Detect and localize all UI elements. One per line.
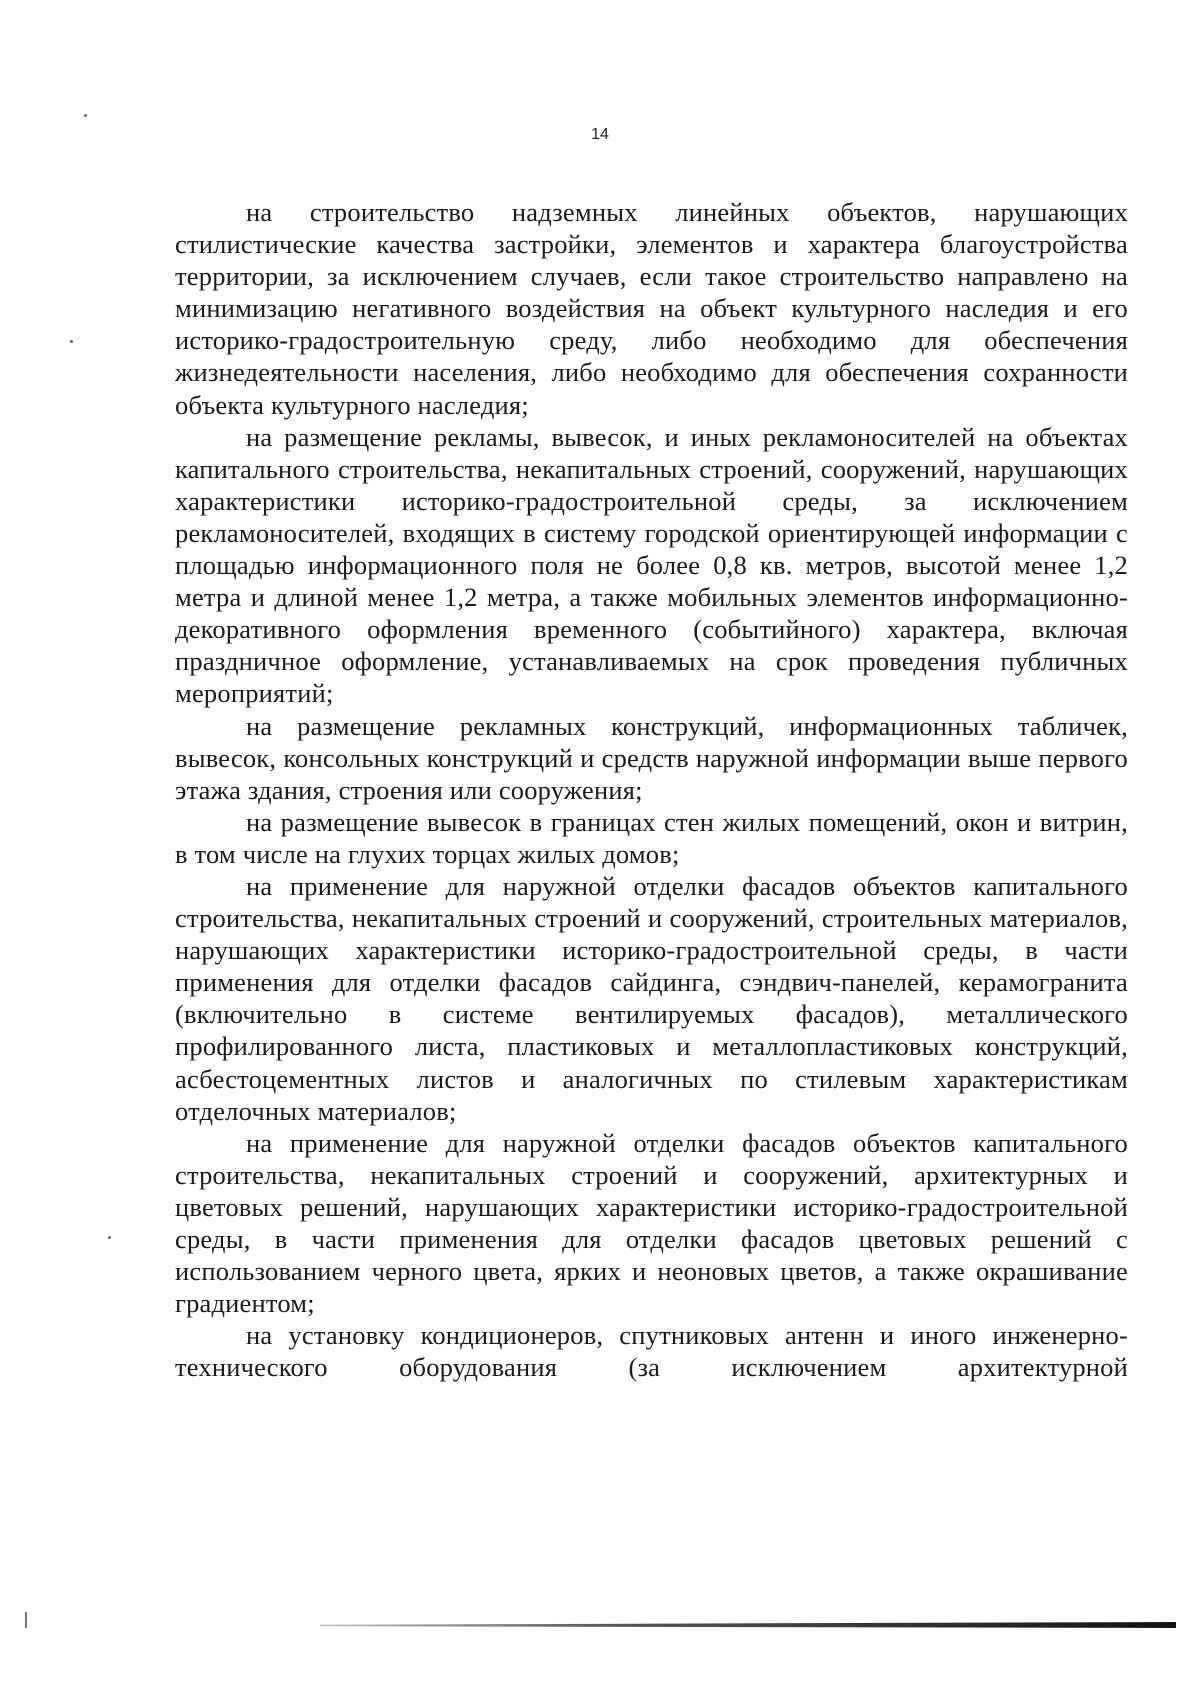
paragraph: на применение для наружной отделки фасадов объектов капитального строительства, некапитальных строений и сооружений, архитектурных и цветовых решений, нарушающих характеристики историко-градостроительной среды, в части применения для отделки фасадов цветовых решений с использованием черного цвета, ярких и неоновых цветов, а также окрашивание градиентом;: [175, 1127, 1128, 1319]
scan-mark: [25, 1612, 27, 1628]
paragraph: на применение для наружной отделки фасадов объектов капитального строительства, некапитальных строений и сооружений, строительных материалов, нарушающих характеристики историко-градостроительной среды, в части применения для отделки фасадов сайдинга, сэндвич-панелей, керамогранита (включительно в системе вентилируемых фасадов), металлического профилированного листа, пластиковых и металлопластиковых конструкций, асбестоцементных листов и аналогичных по стилевым характеристикам отделочных материалов;: [175, 870, 1128, 1126]
scan-speck: [70, 340, 73, 343]
scan-speck: [108, 1236, 111, 1239]
document-body: [175, 196, 1128, 1383]
scan-speck: [84, 114, 87, 117]
paragraph: на строительство надземных линейных объектов, нарушающих стилистические качества застройки, элементов и характера благоустройства территории, за исключением случаев, если такое строительство направлено на минимизацию негативного воздействия на объект культурного наследия и его историко-градостроительную среду, либо необходимо для обеспечения жизнедеятельности населения, либо необходимо для обеспечения сохранности объекта культурного наследия;: [175, 197, 1128, 420]
scan-bottom-rule: [320, 1622, 1176, 1628]
paragraph: на установку кондиционеров, спутниковых антенн и иного инженерно-технического оборудования (за исключением архитектурной: [175, 1320, 1128, 1383]
paragraph: на размещение рекламы, вывесок, и иных рекламоносителей на объектах капитального строительства, некапитальных строений, сооружений, нарушающих характеристики историко-градостроительной среды, за исключением рекламоносителей, входящих в систему городской ориентирующей информации с площадью информационного поля не более 0,8 кв. метров, высотой менее 1,2 метра и длиной менее 1,2 метра, а также мобильных элементов информационно-декоративного оформления временного (событийного) характера, включая праздничное оформление, устанавливаемых на срок проведения публичных мероприятий;: [175, 421, 1128, 709]
paragraph: на размещение рекламных конструкций, информационных табличек, вывесок, консольных конструкций и средств наружной информации выше первого этажа здания, строения или сооружения;: [175, 710, 1128, 805]
paragraph: на размещение вывесок в границах стен жилых помещений, окон и витрин, в том числе на глухих торцах жилых домов;: [175, 806, 1128, 869]
page-number: 14: [591, 126, 609, 143]
